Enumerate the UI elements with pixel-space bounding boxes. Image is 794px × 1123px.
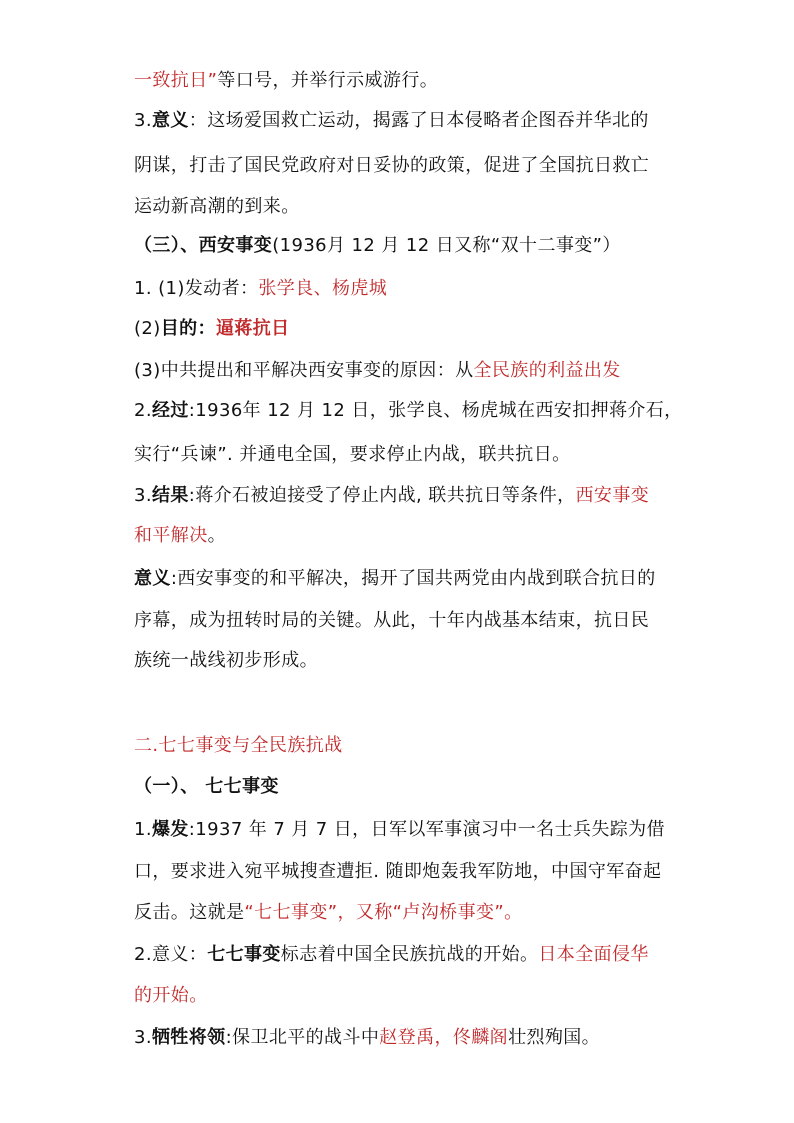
text-run: 3. [134,110,152,131]
text-run: 口，要求进入宛平城搜查遭拒. 随即炮轰我军防地，中国守军奋起 [134,861,662,882]
text-run: 二.七七事变与全民族抗战 [134,735,343,756]
paragraph-line [134,524,226,548]
text-run: 壮烈殉国。 [508,1027,601,1048]
text-run: :蒋介石被迫接受了停止内战, 联共抗日等条件， [188,485,576,506]
text-run: 意义 [151,110,189,131]
paragraph-line [134,195,300,219]
text-run: 意义 [134,568,171,589]
text-run: (2) [134,318,161,339]
text-run: :1936年 12 月 12 日，张学良、杨虎城在西安扣押蒋介石， [188,400,683,421]
text-run: 的开始。 [134,985,208,1006]
paragraph-line [134,359,621,383]
section-heading [134,734,343,758]
paragraph-line [134,443,571,467]
text-run: 七七事变 [207,944,281,965]
paragraph-line [134,649,318,673]
text-run: 牺牲将领 [151,1027,226,1048]
text-run: 反击。这就是 [134,902,245,923]
text-run: 3. [134,1027,152,1048]
text-run: 2.意义： [134,944,208,965]
text-run: 阴谋，打击了国民党政府对日妥协的政策，促进了全国抗日救亡 [134,155,650,176]
paragraph-line [134,775,279,799]
paragraph-line [134,317,290,341]
paragraph-line [134,818,665,842]
text-run: 族统一战线初步形成。 [134,650,318,671]
text-run: 爆发 [151,819,189,840]
paragraph-line [134,567,656,591]
text-run: 赵登禹，佟麟阁 [379,1027,509,1048]
paragraph-line [134,399,683,423]
paragraph-line [134,234,621,258]
text-run: 等口号，并举行示威游行。 [217,70,439,91]
paragraph-line [134,277,387,301]
text-run: :1937 年 7 月 7 日，日军以军事演习中一名士兵失踪为借 [188,819,665,840]
text-run: 运动新高潮的到来。 [134,196,300,217]
text-run: “七七事变”，又称“卢沟桥事变”。 [244,902,523,923]
text-run: 和平解决 [134,525,208,546]
text-run: 标志着中国全民族抗战的开始。 [280,944,539,965]
text-run: 全民族的利益出发 [473,360,621,381]
text-run: :西安事变的和平解决，揭开了国共两党由内战到联合抗日的 [170,568,656,589]
paragraph-line [134,901,523,925]
text-run: 1. (1)发动者： [134,278,259,299]
text-run: 一致抗日” [134,70,218,91]
text-run: 序幕，成为扭转时局的关键。从此，十年内战基本结束，抗日民 [134,610,650,631]
paragraph-line [134,484,649,508]
text-run: （三）、西安事变 [134,235,273,256]
text-run: 日本全面侵华 [538,944,649,965]
text-run: (3)中共提出和平解决西安事变的原因：从 [134,360,474,381]
text-run: 。 [207,525,227,546]
text-run: (1936月 12 月 12 日又称“双十二事变”） [272,235,621,256]
paragraph-line [134,609,649,633]
text-run: :保卫北平的战斗中 [225,1027,380,1048]
paragraph-line [134,943,649,967]
paragraph-line [134,860,661,884]
paragraph-line [134,984,208,1008]
text-run: 实行“兵谏”. 并通电全国，要求停止内战，联共抗日。 [134,444,571,465]
text-run: 2. [134,400,152,421]
text-run: ：这场爱国救亡运动，揭露了日本侵略者企图吞并华北的 [188,110,649,131]
paragraph-line [134,1026,600,1050]
text-run: 西安事变 [575,485,650,506]
paragraph-line [134,154,649,178]
text-run: 3. [134,485,152,506]
text-run: （一）、 七七事变 [134,776,279,797]
text-run: 结果 [151,485,189,506]
text-run: 逼蒋抗日 [215,318,290,339]
paragraph-line [134,109,649,133]
text-run: 目的： [160,318,216,339]
text-run: 张学良、杨虎城 [258,278,388,299]
paragraph-line [134,69,438,93]
text-run: 经过 [151,400,189,421]
text-run: 1. [134,819,152,840]
